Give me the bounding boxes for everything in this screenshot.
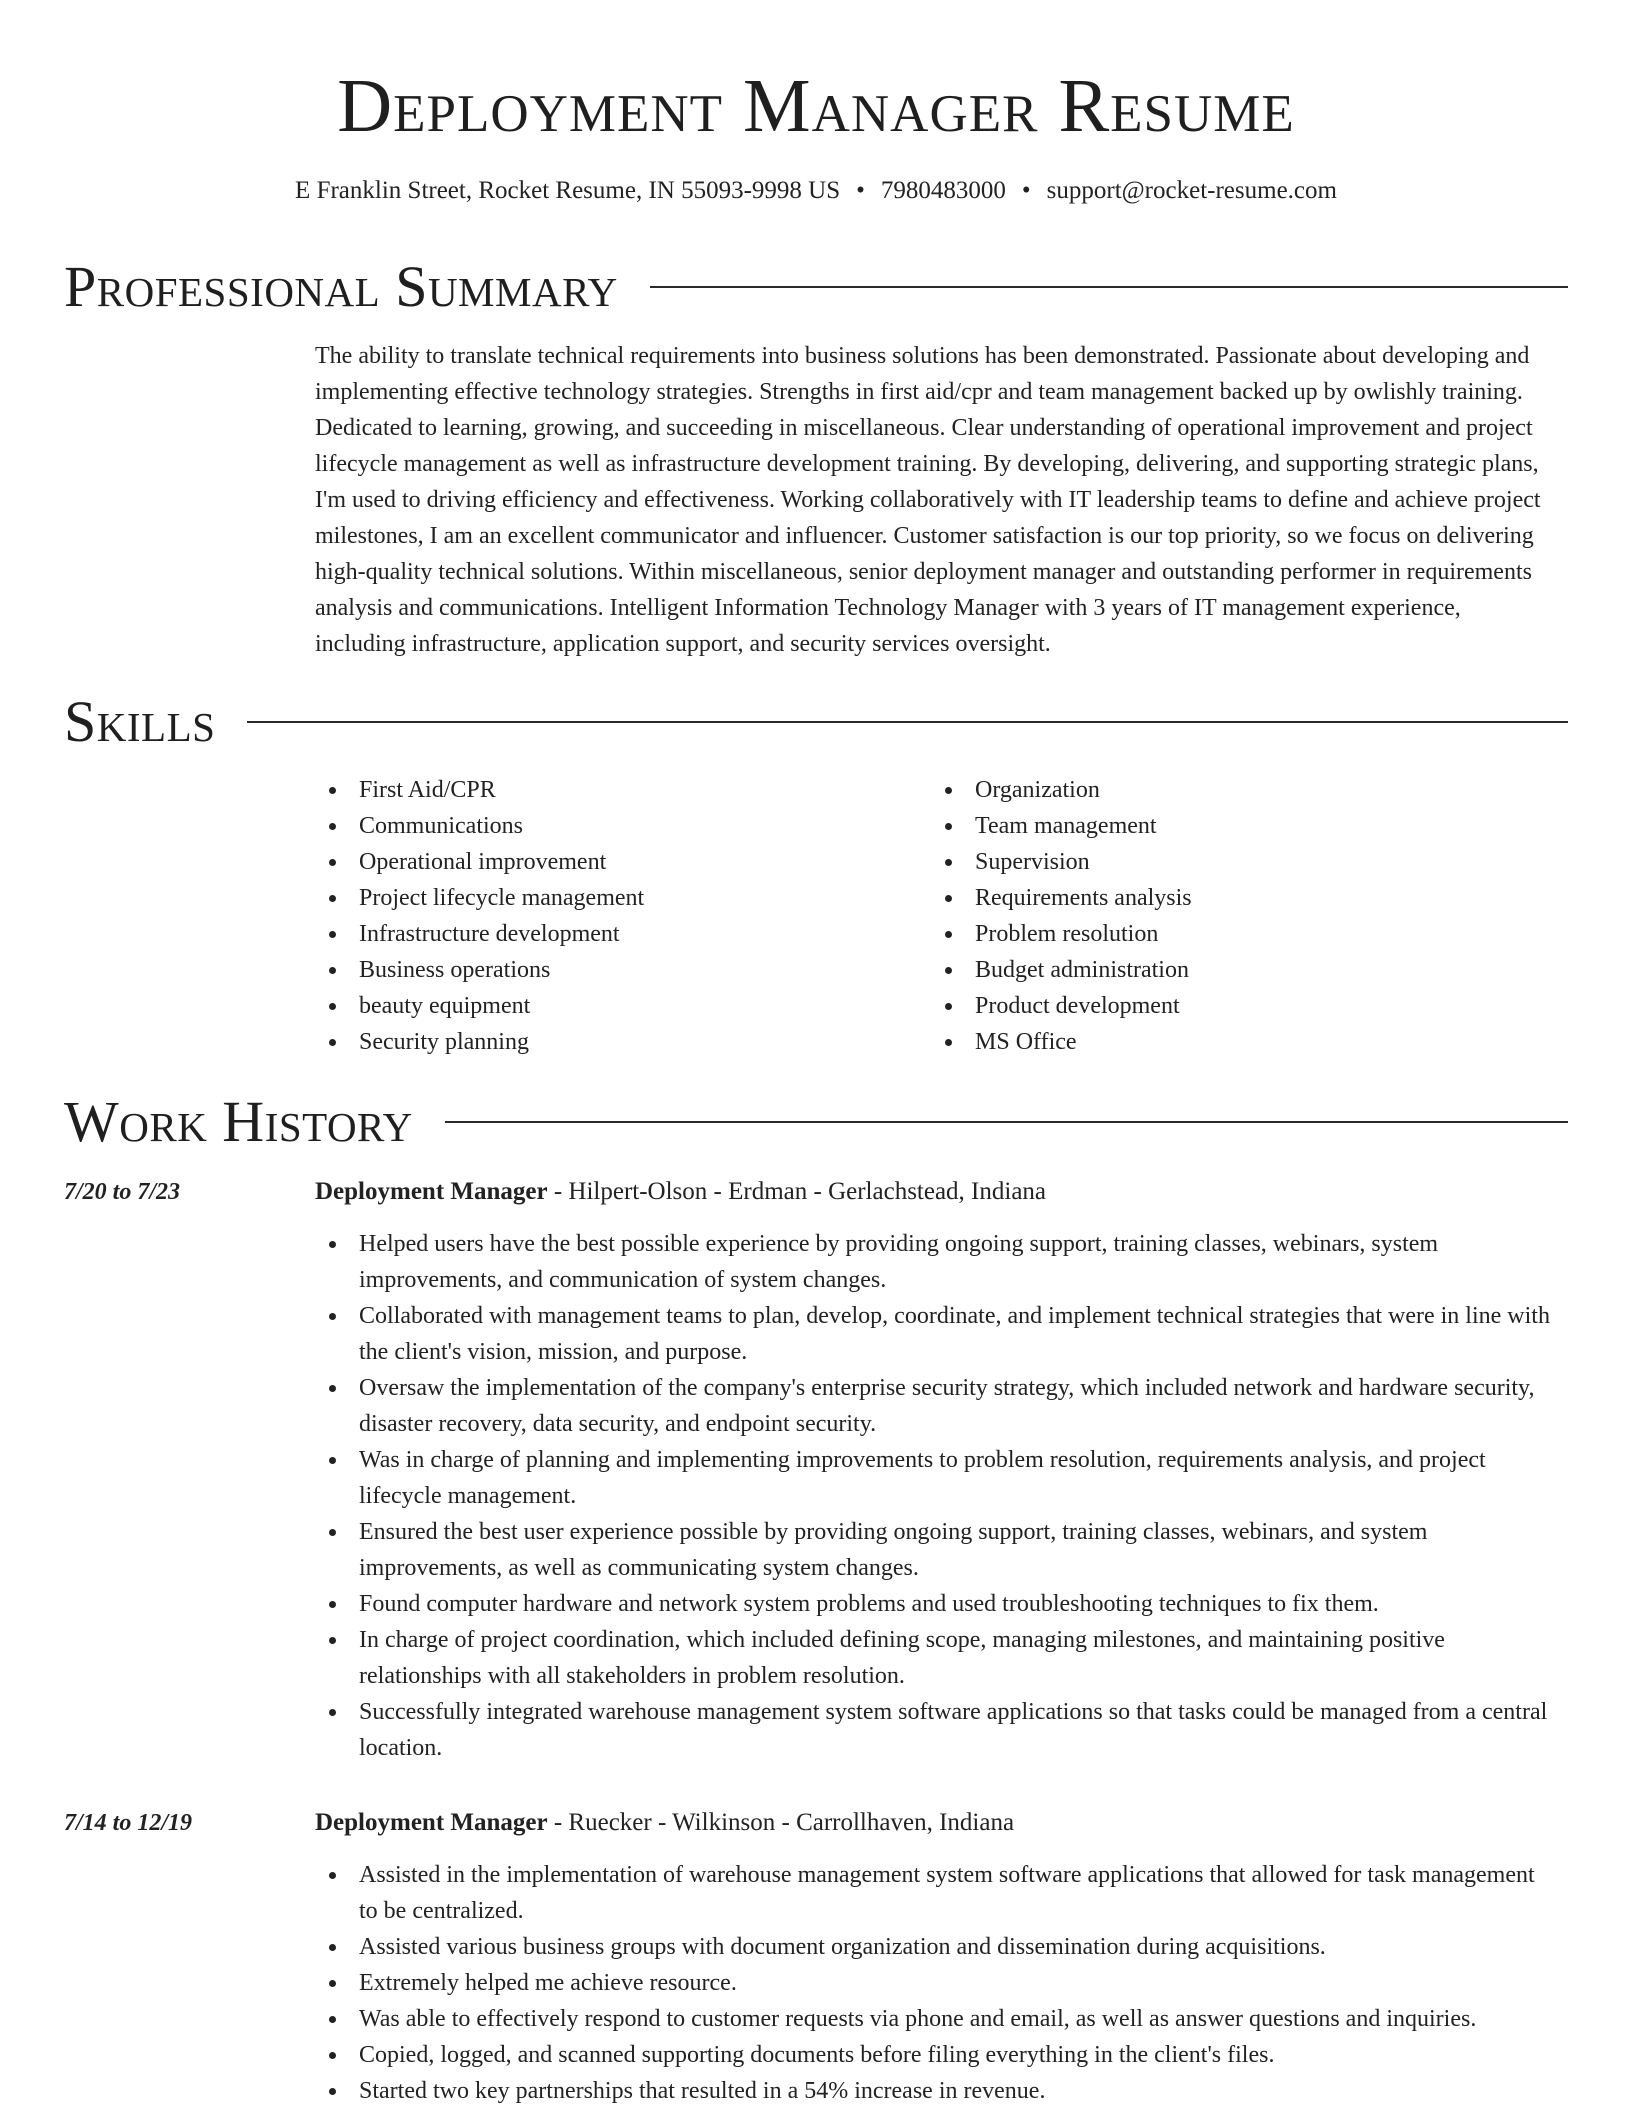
skills-list (315, 772, 1555, 1060)
skill-item: Team management (931, 808, 1547, 844)
job-role: Deployment Manager (315, 1178, 548, 1205)
contact-line (0, 174, 1632, 208)
job-bullet-list (315, 1226, 1555, 1766)
skill-item: Project lifecycle management (315, 880, 931, 916)
job-bullet: Assisted various business groups with document organization and dissemination during acquisitions. (315, 1929, 1555, 1965)
skills-column-left (315, 772, 931, 1060)
skill-item: Requirements analysis (931, 880, 1547, 916)
skills-heading: Skills (64, 689, 216, 754)
job-company-location: - Ruecker - Wilkinson - Carrollhaven, Indiana (547, 1809, 1015, 1836)
job-title-line (315, 1805, 1014, 1841)
contact-phone: 7980483000 (880, 177, 1006, 204)
skill-item: Security planning (315, 1024, 931, 1060)
skill-item: Operational improvement (315, 844, 931, 880)
skills-column-right (931, 772, 1547, 1060)
work-history-section-header (64, 1088, 1568, 1156)
contact-separator: • (1021, 177, 1031, 204)
job-bullet-list (315, 1857, 1555, 2109)
summary-text: The ability to translate technical requirements into business solutions has been demonstrated. Passionate about developing and implementing effective technology strategies. Strengths in first aid/cpr and team management backed up by owlishly training. Dedicated to learning, growing, and succeeding in miscellaneous. Clear understanding of operational improvement and project lifecycle management as well as infrastructure development training. By developing, delivering, and supporting strategic plans, I'm used to driving efficiency and effectiveness. Working collaboratively with IT leadership teams to define and achieve project milestones, I am an excellent communicator and influencer. Customer satisfaction is our top priority, so we focus on delivering high-quality technical solutions. Within miscellaneous, senior deployment manager and outstanding performer in requirements analysis and communications. Intelligent Information Technology Manager with 3 years of IT management experience, including infrastructure, application support, and security services oversight. (315, 343, 1541, 657)
job-bullet: Was able to effectively respond to customer requests via phone and email, as well as answer questions and inquiries. (315, 2001, 1555, 2037)
job-title-line (315, 1174, 1046, 1210)
section-divider (650, 286, 1568, 288)
skill-item: Problem resolution (931, 916, 1547, 952)
skills-section-header (64, 688, 1568, 756)
contact-separator: • (856, 177, 865, 204)
job-bullet: Was in charge of planning and implementing improvements to problem resolution, requirements analysis, and project lifecycle management. (315, 1442, 1555, 1514)
job-bullet: Extremely helped me achieve resource. (315, 1965, 1555, 2001)
job-dates: 7/14 to 12/19 (64, 1810, 193, 1836)
contact-address: E Franklin Street, Rocket Resume, IN 55093-9998 US (295, 177, 841, 204)
skill-item: beauty equipment (315, 988, 931, 1024)
work-history-heading: Work History (64, 1089, 413, 1154)
job-bullet: Collaborated with management teams to plan, develop, coordinate, and implement technical strategies that were in line with the client's vision, mission, and purpose. (315, 1298, 1555, 1370)
job-bullet: Found computer hardware and network system problems and used troubleshooting techniques to fix them. (315, 1586, 1555, 1622)
contact-email: support@rocket-resume.com (1046, 177, 1337, 204)
skill-item: Infrastructure development (315, 916, 931, 952)
skill-item: Communications (315, 808, 931, 844)
summary-heading: Professional Summary (64, 254, 618, 319)
job-bullet: Helped users have the best possible experience by providing ongoing support, training classes, webinars, system improvements, and communication of system changes. (315, 1226, 1555, 1298)
job-bullet: Successfully integrated warehouse management system software applications so that tasks could be managed from a central location. (315, 1694, 1555, 1766)
summary-section-header (64, 253, 1568, 321)
job-bullet: Oversaw the implementation of the company's enterprise security strategy, which included network and hardware security, disaster recovery, data security, and endpoint security. (315, 1370, 1555, 1442)
section-divider (247, 721, 1568, 723)
job-bullet: Copied, logged, and scanned supporting documents before filing everything in the client's files. (315, 2037, 1555, 2073)
skill-item: Organization (931, 772, 1547, 808)
skill-item: Supervision (931, 844, 1547, 880)
job-bullet: In charge of project coordination, which included defining scope, managing milestones, and maintaining positive relationships with all stakeholders in problem resolution. (315, 1622, 1555, 1694)
resume-title: Deployment Manager Resume (337, 64, 1295, 148)
job-dates: 7/20 to 7/23 (64, 1179, 181, 1205)
skill-item: Budget administration (931, 952, 1547, 988)
job-bullet: Started two key partnerships that resulted in a 54% increase in revenue. (315, 2073, 1555, 2109)
skill-item: MS Office (931, 1024, 1547, 1060)
job-role: Deployment Manager (315, 1809, 548, 1836)
job-bullet: Ensured the best user experience possible by providing ongoing support, training classes, webinars, and system improvements, as well as communicating system changes. (315, 1514, 1555, 1586)
section-divider (445, 1121, 1568, 1123)
job-bullet: Assisted in the implementation of warehouse management system software applications that allowed for task management to be centralized. (315, 1857, 1555, 1929)
job-company-location: - Hilpert-Olson - Erdman - Gerlachstead, Indiana (547, 1178, 1047, 1205)
skill-item: First Aid/CPR (315, 772, 931, 808)
skill-item: Business operations (315, 952, 931, 988)
skill-item: Product development (931, 988, 1547, 1024)
